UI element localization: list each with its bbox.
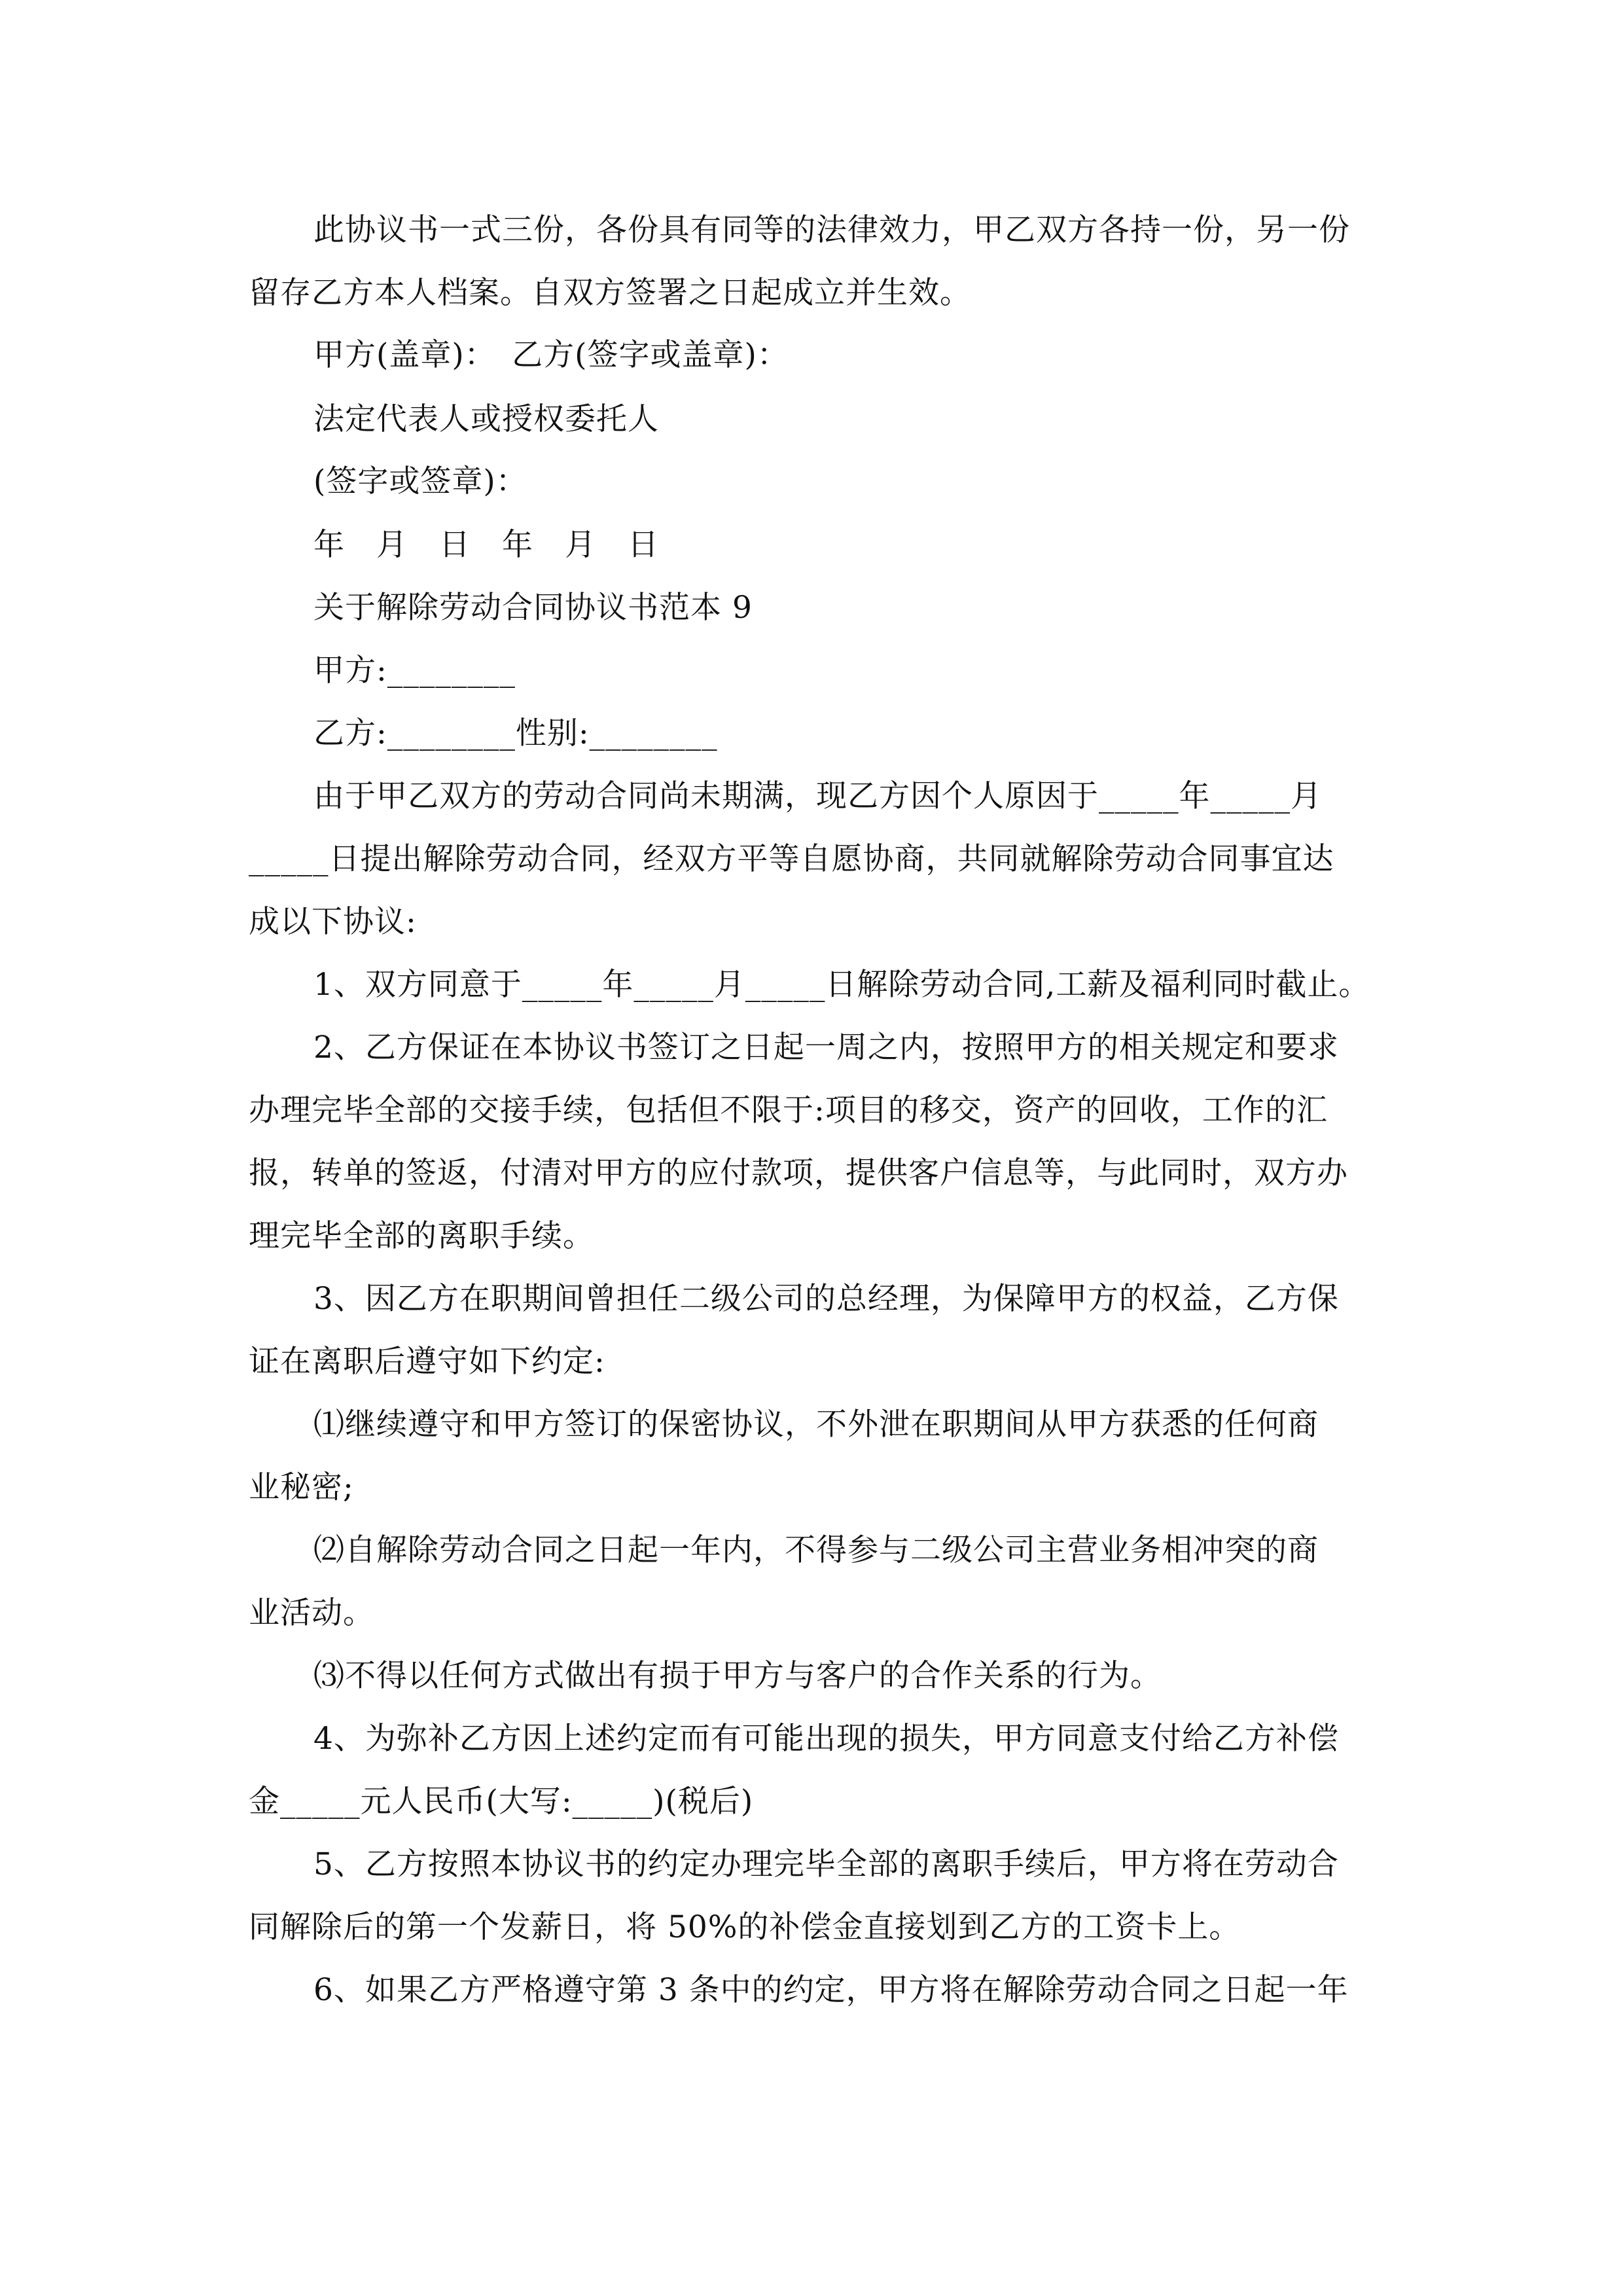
clause-5-line-1: 5、乙方按照本协议书的约定办理完毕全部的离职手续后，甲方将在劳动合: [313, 1846, 1339, 1882]
paragraph-copies-line-1: 此协议书一式三份，各份具有同等的法律效力，甲乙双方各持一份，另一份: [313, 212, 1350, 248]
clause-3-item-3-line-1: ⑶不得以任何方式做出有损于甲方与客户的合作关系的行为。: [313, 1658, 1162, 1694]
paragraph-intro-line-1: 由于甲乙双方的劳动合同尚未期满，现乙方因个人原因于_____年_____月: [313, 778, 1322, 814]
clause-1-line-1: 1、双方同意于_____年_____月_____日解除劳动合同,工薪及福利同时截止。: [313, 967, 1370, 1003]
clause-3-item-1-line-1: ⑴继续遵守和甲方签订的保密协议，不外泄在职期间从甲方获悉的任何商: [313, 1407, 1319, 1443]
signature-seal-line: (签字或签章)：: [313, 463, 527, 499]
clause-3-item-1-line-2: 业秘密;: [249, 1469, 354, 1505]
clause-4-line-2: 金_____元人民币(大写:_____)(税后): [249, 1784, 754, 1820]
clause-3-item-2-line-2: 业活动。: [249, 1595, 374, 1631]
clause-2-line-4: 理完毕全部的离职手续。: [249, 1218, 594, 1254]
clause-3-line-2: 证在离职后遵守如下约定:: [249, 1344, 605, 1380]
legal-representative-line: 法定代表人或授权委托人: [313, 401, 659, 437]
paragraph-copies-line-2: 留存乙方本人档案。自双方签署之日起成立并生效。: [249, 275, 971, 311]
date-line: 年 月 日 年 月 日: [313, 527, 659, 563]
party-a-field: 甲方:________: [313, 653, 516, 689]
clause-5-line-2: 同解除后的第一个发薪日，将 50%的补偿金直接划到乙方的工资卡上。: [249, 1909, 1241, 1945]
clause-4-line-1: 4、为弥补乙方因上述约定而有可能出现的损失，甲方同意支付给乙方补偿: [313, 1721, 1339, 1757]
clause-3-item-2-line-1: ⑵自解除劳动合同之日起一年内，不得参与二级公司主营业务相冲突的商: [313, 1532, 1319, 1568]
clause-2-line-3: 报，转单的签返，付清对甲方的应付款项，提供客户信息等，与此同时，双方办: [249, 1155, 1348, 1191]
clause-6-line-1: 6、如果乙方严格遵守第 3 条中的约定，甲方将在解除劳动合同之日起一年: [313, 1972, 1349, 2008]
paragraph-intro-line-3: 成以下协议:: [249, 904, 417, 940]
clause-2-line-2: 办理完毕全部的交接手续，包括但不限于:项目的移交，资产的回收，工作的汇: [249, 1092, 1328, 1128]
section-title: 关于解除劳动合同协议书范本 9: [313, 590, 753, 626]
paragraph-intro-line-2: _____日提出解除劳动合同，经双方平等自愿协商，共同就解除劳动合同事宜达: [249, 841, 1334, 877]
signature-parties-line: 甲方(盖章)： 乙方(签字或盖章)：: [313, 337, 789, 373]
clause-3-line-1: 3、因乙方在职期间曾担任二级公司的总经理，为保障甲方的权益，乙方保: [313, 1281, 1339, 1317]
party-b-gender-field: 乙方:________性别:________: [313, 715, 718, 751]
clause-2-line-1: 2、乙方保证在本协议书签订之日起一周之内，按照甲方的相关规定和要求: [313, 1030, 1339, 1066]
